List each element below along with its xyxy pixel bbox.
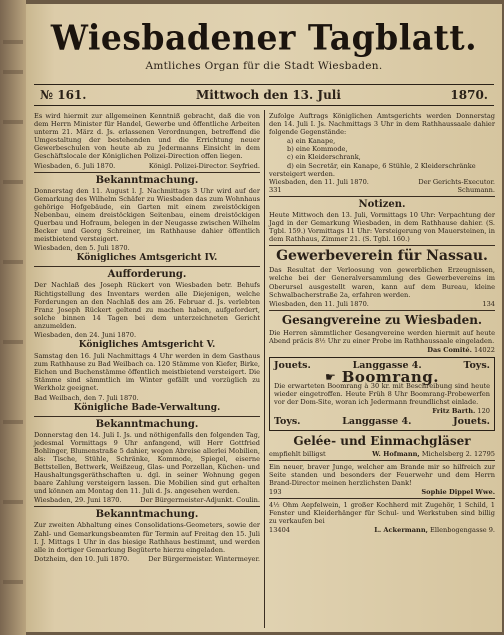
notice-text: Donnerstag den 14. Juli I. Js. und nöthigenfalls den folgenden Tag, jedesmal Vormittags 9 Uhr anfangend, will Herr Gottfried Bohlinger, Blumenstraße 5 dahier, wegen Abreise allerlei Mobilien, als: Tische, Stühle, Schränke, Kommode, Spiegel, eiserne Bettstellen, Bettwerk, Weißzeug, Glas- und Porzellan, Küchen- und Haushaltungsgeräthschaften u. dgl. in seiner Wohnung gegen baare Zahlung versteigern lassen. Die Mobilien sind gut erhalten und können am Montag den 11. Juli d. Js. angesehen werden. bbox=[34, 430, 260, 496]
dateline bbox=[34, 84, 494, 106]
section-heading: Gelée- und Einmachgläser bbox=[293, 433, 471, 448]
notice-text: Der Nachlaß des Joseph Rückert von Wiesbaden betr. Behufs Richtigstellung des Inventars werden alle Diejenigen, welche Forderungen an den Nachlaß des am 26. Februar d. Js. verlebten Franz Joseph Rückert geltend zu machen haben, aufgefordert, solche binnen 14 Tagen bei dem unterzeichneten Gericht anzumelden. bbox=[34, 281, 260, 330]
notice-signature: Wiesbaden, den 11. Juli 1870. 134 bbox=[269, 299, 495, 308]
notice-signature: Bad Weilbach, den 7. Juli 1870. bbox=[34, 393, 139, 402]
notice-text: Samstag den 16. Juli Nachmittags 4 Uhr werden in dem Gasthaus zum Rathhause zu Bad Weilbach ca. 120 Stämme von Kiefer, Birke, Eichen und Buchenstämme öffentlich meistbietend versteigert. Die Stämme sind sämmtlich im Winter gefällt und vorzüglich zu Werkholz geeignet. bbox=[34, 352, 260, 393]
section-heading: Notizen. bbox=[358, 198, 406, 210]
issue-year: 1870. bbox=[450, 88, 488, 102]
column-rule bbox=[264, 110, 265, 628]
notice-signature: Wiesbaden, 6. Juli 1870. Königl. Polizei-Director. Seyfried. bbox=[34, 161, 260, 170]
notice-text: Donnerstag den 11. August l. J. Nachmittags 3 Uhr wird auf der Gemarkung des Wilhelm Schäfer zu Wiesbaden das zum Wohnhaus gehörige Hofgebäude, ein Garten mit einem zweistöckigen Nebenbau, einem dreistöckigen Seitenbau, einem dreistöckigen Querbau und Hofraum, belegen in der Neugasse zwischen Wilhelm Becker und Georg Schreiner, im Rathhause dahier öffentlich meistbietend versteigert. bbox=[34, 186, 260, 244]
section-heading: Bekanntmachung. bbox=[95, 418, 199, 430]
section-heading: Königliche Bade-Verwaltung. bbox=[73, 402, 221, 413]
newspaper-subtitle: Amtliches Organ für die Stadt Wiesbaden. bbox=[145, 60, 383, 72]
section-heading: Bekanntmachung. bbox=[95, 174, 199, 186]
newspaper-title: Wiesbadener Tagblatt. bbox=[50, 17, 478, 58]
notice-text: Zur zweiten Abhaltung eines Consolidations-Geometers, sowie der Zahl- und Gemarkungsbeamten für Termin auf Freitag den 15. Juli I. J. Mittags 1 Uhr in das biesige Rathhaus bestimmt, und werden alle in dortiger Gemarkung Begüterte hierzu eingeladen. bbox=[34, 521, 260, 554]
issue-date: Mittwoch den 13. Juli bbox=[195, 88, 341, 102]
notice-text: Heute Mittwoch den 13. Juli, Vormittags 10 Uhr: Verpachtung der Jagd in der Gemarkung Wiesbaden, in dem Rathhause dahier. (S. Tgbl. 159.) Vormittags 11 Uhr: Versteigerung von Mauersteinen, in dem Rathhaus, Zimmer 21. (S. Tgbl. 160.) bbox=[269, 210, 495, 244]
section-heading: Bekanntmachung. bbox=[95, 509, 199, 521]
list-item: d) ein Secretär, ein Kanape, 6 Stühle, 2 Kleiderschränke bbox=[287, 161, 476, 170]
list-item: b) eine Kommode, bbox=[287, 145, 348, 154]
notice-text: Die Herren sämmtlicher Gesangvereine werden hiermit auf heute Abend präcis 8½ Uhr zu einer Probe im Rathhaussaale eingeladen. bbox=[269, 328, 495, 345]
notice-signature: Wiesbaden, den 24. Juni 1870. bbox=[34, 330, 137, 339]
item-list bbox=[269, 137, 495, 169]
previous-page-edge bbox=[0, 0, 26, 635]
notice-text: 4½ Ohm Aepfelwein, 1 großer Kochherd mit Zugehör, 1 Schild, 1 Fenster und Kleiderhänger für Schul- und Werkstuben sind billig zu verkaufen bei bbox=[269, 501, 495, 526]
section-heading: Aufforderung. bbox=[107, 269, 187, 281]
newspaper-page bbox=[26, 4, 502, 632]
notice-text: Es wird hiermit zur allgemeinen Kenntniß gebracht, daß die von dem Herrn Minister für Handel, Gewerbe und öffentliche Arbeiten unterm 21. März d. Js. erlassenen Verordnungen, betreffend die Umgestaltung der bestehenden und die Errichtung neuer Gewerbeschulen von heute ab zu Jedermanns Einsicht in dem Geschäftslocale der Königlichen Polizei-Direction offen liegen. bbox=[34, 112, 260, 161]
notice-text: Ein neuer, braver Junge, welcher am Brande mir so hilfreich zur Seite standen und besonders der Feuerwehr und dem Herrn Brand-Director meinen herzlichsten Dank! bbox=[269, 462, 495, 487]
boomrang-advertisement: Jouets. Langgasse 4. Toys. ☛ Boomrang. Die erwarteten Boomrang à 30 kr. mit Beschreibung sind heute wieder eingetroffen. Heute Früh 8 Uhr Boomrang-Probewerfen vor der Dom-Site, woran ich Jedermann freundlichst einlade. Fritz Barth. 120 Toys. Langgasse 4. Jouets. bbox=[269, 357, 495, 430]
notice-signature: Wiesbaden, den 11. Juli 1870. Der Gerichts-Executor. bbox=[269, 177, 495, 186]
notice-text: Die erwarteten Boomrang à 30 kr. mit Beschreibung sind heute wieder eingetroffen. Heute Früh 8 Uhr Boomrang-Probewerfen vor der Dom-Site, woran ich Jedermann freundlichst einlade. bbox=[274, 382, 490, 407]
section-heading: Königliches Amtsgericht V. bbox=[78, 340, 216, 351]
list-item: a) ein Kanape, bbox=[287, 137, 336, 146]
list-item: c) ein Kleiderschrank, bbox=[287, 153, 361, 162]
right-column: Zufolge Auftrags Königlichen Amtsgerichts werden Donnerstag den 14. Juli I. Js. Nachmittags 3 Uhr in dem Rathhaussaale dahier folgende Gegenstände: a) ein Kanape, b) eine Kommode, c) ein Kleiderschrank, d) ein Secretär, ein Kanape, 6 Stühle, 2 Kleiderschränke versteigert werden. Wiesbaden, den 11. Juli 1870. Der Gerichts-Executor. 331 Schumann. Notizen. Heute Mittwoch den 13. Juli, Vormittags 10 Uhr: Verpachtung der Jagd in der Gemarkung Wiesbaden, in dem Rathhause dahier. (S. Tgbl. 159.) Vormittags 11 Uhr: Versteigerung von Mauersteinen, in dem Rathhaus, Zimmer 21. (S. Tgbl. 160.) Gewerbeverein für Nassau. Das Resultat der Verloosung von gewerblichen Erzeugnissen, welche bei der Generalversammlung des Gewerbevereins im Oberursel ausgestellt waren, kann auf dem Bureau, kleine Schwalbacherstraße 2a, erfahren werden. Wiesbaden, den 11. Juli 1870. 134 Gesangvereine zu Wiesbaden. Die Herren sämmtlicher Gesangvereine werden hiermit auf heute Abend präcis 8½ Uhr zu einer Probe im Rathhaussaale eingeladen. Das Comité. 14022 Jouets. Langgasse 4. Toys. ☛ Boomrang. Die erwarteten Boomrang à 30 kr. mit Beschreibung sind heute wieder eingetroffen. Heute Früh 8 Uhr Boomrang-Probewerfen vor der Dom-Site, woran ich Jedermann freundlichst einlade. Fritz Barth. 120 Toys. Langgasse 4. Jouets. Gelée- und Einmachgläser empfiehlt billigst W. Hofmann, Michelsberg 2. 12795 Ein neuer, braver Junge, welcher am Brande mir so hilfreich zur Seite standen und besonders der Feuerwehr und dem Herrn Brand-Director meinen herzlichsten Dank! 193 Sophie Dippel Wwe. 4½ Ohm Aepfelwein, 1 großer Kochherd mit Zugehör, 1 Schild, 1 Fenster und Kleiderhänger für Schul- und Werkstuben sind billig zu verkaufen bei 13404 L. Ackermann, Ellenbogengasse 9. bbox=[269, 112, 495, 535]
section-heading: Gewerbeverein für Nassau. bbox=[276, 248, 488, 265]
notice-signature: Dotzheim, den 10. Juli 1870. Der Bürgermeister. Wintermeyer. bbox=[34, 554, 260, 563]
notice-signature: Wiesbaden, den 5. Juli 1870. bbox=[34, 244, 130, 253]
left-column bbox=[34, 112, 260, 563]
notice-text: Zufolge Auftrags Königlichen Amtsgerichts werden Donnerstag den 14. Juli I. Js. Nachmittags 3 Uhr in dem Rathhaussaale dahier folgende Gegenstände: bbox=[269, 112, 495, 137]
notice-text: Das Resultat der Verloosung von gewerblichen Erzeugnissen, welche bei der Generalversammlung des Gewerbevereins im Oberursel ausgestellt waren, kann auf dem Bureau, kleine Schwalbacherstraße 2a, erfahren werden. bbox=[269, 266, 495, 299]
masthead bbox=[26, 18, 502, 72]
section-heading: Gesangvereine zu Wiesbaden. bbox=[281, 312, 483, 327]
issue-number: № 161. bbox=[40, 88, 87, 102]
boomrang-title: Boomrang. bbox=[341, 368, 440, 387]
pointing-hand-icon: ☛ bbox=[324, 370, 336, 385]
section-heading: Königliches Amtsgericht IV. bbox=[76, 253, 218, 264]
notice-signature: Das Comité. 14022 bbox=[427, 345, 495, 354]
notice-signature: Wiesbaden, 29. Juni 1870. Der Bürgermeister-Adjunkt. Coulin. bbox=[34, 496, 260, 505]
